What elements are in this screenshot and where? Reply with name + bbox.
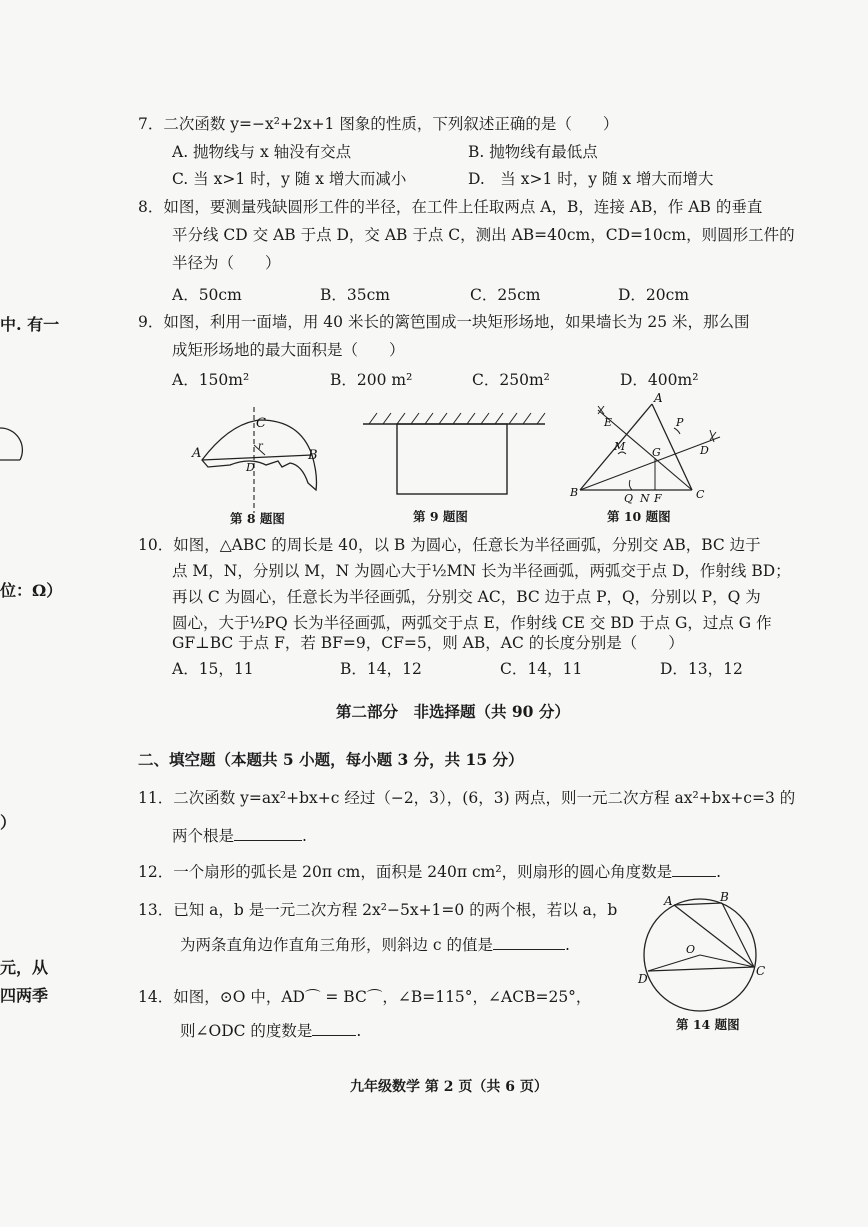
fig8-caption: 第 8 题图 (230, 511, 285, 526)
q7-option-d: D. 当 x>1 时，y 随 x 增大而增大 (468, 170, 714, 188)
q13-line-1: 13．已知 a，b 是一元二次方程 2x²−5x+1=0 的两个根，若以 a，b (138, 901, 618, 919)
q8-line-3: 半径为（ ） (172, 254, 281, 272)
q8-line-2: 平分线 CD 交 AB 于点 D，交 AB 于点 C，测出 AB=40cm，CD=10cm，则圆形工件的 (172, 226, 795, 244)
q12-end: . (716, 863, 722, 881)
q10-line-3: 再以 C 为圆心，任意长为半径画弧，分别交 AC，BC 边于点 P，Q，分别以 P，Q 为 (172, 588, 761, 606)
q10-line-4: 圆心，大于½PQ 长为半径画弧，两弧交于点 E，作射线 CE 交 BD 于点 G，过点 G 作 (172, 614, 772, 632)
q11-line-1: 11．二次函数 y=ax²+bx+c 经过（−2，3），(6，3) 两点，则一元二次方程 ax²+bx+c=3 的 (138, 789, 796, 807)
fig10-label-a: A (654, 391, 663, 405)
q10-option-b: B．14，12 (340, 660, 422, 678)
q7-option-c: C. 当 x>1 时，y 随 x 增大而减小 (172, 170, 407, 188)
q13-answer-blank[interactable] (493, 949, 565, 950)
figure-14 (636, 890, 771, 1015)
fig14-label-a: A (664, 894, 673, 908)
fig14-label-b: B (720, 890, 729, 904)
fig10-label-p: P (676, 416, 684, 429)
q13-line-2 (180, 933, 570, 955)
figure-8 (190, 405, 330, 517)
fig8-label-b: B (308, 448, 318, 463)
fig8-label-r: r (258, 441, 263, 452)
margin-arc-shape (0, 420, 30, 470)
q11-prompt: 两个根是 (172, 827, 235, 845)
fig10-label-m: M (614, 440, 626, 453)
q13-prompt: 为两条直角边作直角三角形，则斜边 c 的值是 (180, 936, 494, 954)
margin-fragment-3: ） (0, 813, 17, 832)
q8-line-1: 8．如图，要测量残缺圆形工件的半径，在工件上任取两点 A，B，连接 AB，作 AB 的垂直 (138, 198, 763, 216)
q10-line-5: GF⊥BC 于点 F，若 BF=9，CF=5，则 AB，AC 的长度分别是（ ） (172, 634, 684, 652)
q11-end: . (302, 827, 307, 845)
q8-option-a: A．50cm (172, 286, 242, 304)
margin-fragment-1: 中. 有一 (0, 315, 60, 334)
q9-option-d: D．400m² (620, 371, 699, 389)
fig10-label-g: G (652, 446, 661, 459)
figure-10 (570, 392, 735, 507)
q14-line-1: 14．如图，⊙O 中，AD⌒ = BC⌒，∠B=115°，∠ACB=25°， (138, 988, 592, 1006)
fig14-label-c: C (756, 964, 766, 978)
fig8-label-a: A (192, 446, 202, 461)
page-footer: 九年级数学 第 2 页（共 6 页） (350, 1079, 548, 1095)
q9-option-a: A．150m² (172, 371, 250, 389)
q10-option-d: D．13，12 (660, 660, 743, 678)
q13-end: . (565, 936, 570, 954)
q8-option-b: B．35cm (320, 286, 390, 304)
fig10-label-e: E (604, 416, 613, 429)
q10-line-2: 点 M，N，分别以 M，N 为圆心大于½MN 长为半径画弧，两弧交于点 D，作射线 BD； (172, 562, 791, 580)
q11-answer-blank[interactable] (234, 840, 302, 841)
margin-fragment-2: 位：Ω） (0, 581, 63, 600)
q7-stem: 7．二次函数 y=−x²+2x+1 图象的性质，下列叙述正确的是（ ） (138, 115, 619, 133)
fig9-caption: 第 9 题图 (413, 509, 468, 524)
q9-line-1: 9．如图，利用一面墙，用 40 米长的篱笆围成一块矩形场地，如果墙长为 25 米，那么围 (138, 313, 750, 331)
q9-option-b: B．200 m² (330, 371, 413, 389)
fig10-label-d: D (700, 444, 709, 457)
q14-end: . (356, 1022, 362, 1040)
fig10-label-q: Q (624, 492, 634, 505)
q12-text: 12．一个扇形的弧长是 20π cm，面积是 240π cm²，则扇形的圆心角度数是 (138, 863, 673, 881)
q10-line-1: 10．如图，△ABC 的周长是 40，以 B 为圆心，任意长为半径画弧，分别交 AB，BC 边于 (138, 536, 761, 554)
fig10-label-n: N (640, 492, 650, 505)
q9-option-c: C．250m² (472, 371, 550, 389)
fig8-label-c: C (256, 416, 266, 431)
q12-answer-blank[interactable] (672, 876, 716, 877)
fig8-label-d: D (246, 461, 255, 474)
fig10-label-c: C (696, 488, 705, 501)
part-two-heading: 第二部分 非选择题（共 90 分） (336, 702, 570, 721)
q9-line-2: 成矩形场地的最大面积是（ ） (172, 341, 405, 359)
q10-option-a: A．15，11 (172, 660, 254, 678)
section-two-heading: 二、填空题（本题共 5 小题，每小题 3 分，共 15 分） (138, 750, 524, 769)
q7-option-b: B. 抛物线有最低点 (468, 143, 598, 161)
q7-option-a: A. 抛物线与 x 轴没有交点 (172, 143, 352, 161)
margin-fragment-4: 元，从 (0, 958, 49, 977)
q8-option-c: C．25cm (470, 286, 541, 304)
q14-line-2 (180, 1019, 361, 1041)
fig10-label-b: B (570, 486, 579, 499)
fig14-label-o: O (686, 943, 696, 956)
q12-line (138, 860, 721, 882)
fig10-caption: 第 10 题图 (607, 509, 671, 524)
fig14-caption: 第 14 题图 (676, 1017, 740, 1032)
q11-line-2 (172, 824, 307, 846)
q14-answer-blank[interactable] (312, 1035, 356, 1036)
fig14-label-d: D (638, 972, 648, 986)
q10-option-c: C．14，11 (500, 660, 583, 678)
q8-option-d: D．20cm (618, 286, 690, 304)
figure-9 (363, 410, 548, 500)
margin-fragment-5: 四两季 (0, 986, 49, 1005)
fig10-label-f: F (654, 492, 662, 505)
q14-prompt: 则∠ODC 的度数是 (180, 1022, 313, 1040)
